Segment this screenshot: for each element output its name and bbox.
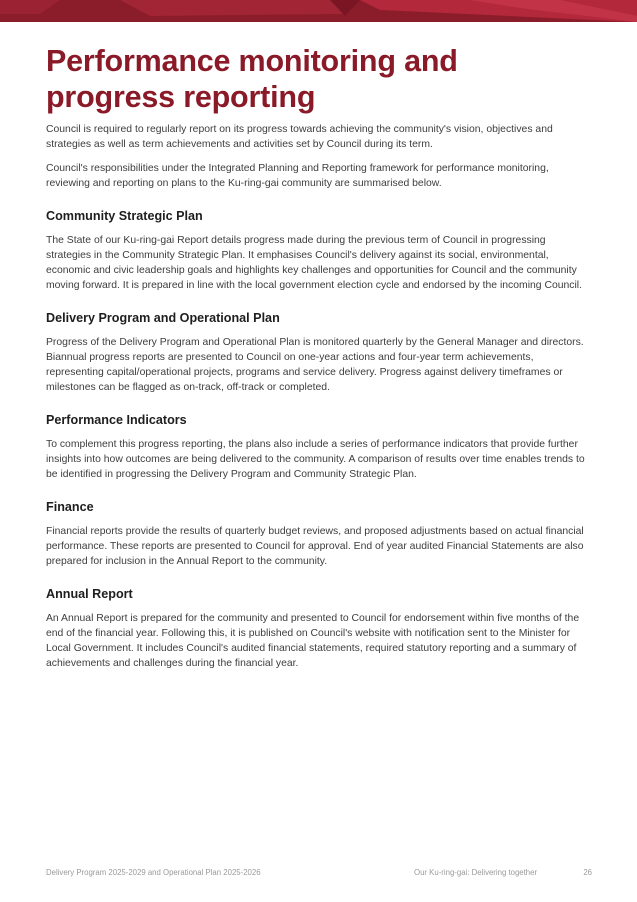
intro-paragraph: Council is required to regularly report on its progress towards achieving the community's vision, objectives and strategies as well as term achievements and activities set by Council during its term. [46, 124, 553, 150]
section-community-strategic-plan [46, 208, 592, 293]
section-body: Progress of the Delivery Program and Operational Plan is monitored quarterly by the General Manager and directors. Biannual progress reports are presented to Council on one-year actions and four-year term achievements, representing capital/operational projects, programs and service delivery. Progress against delivery timeframes or milestones can be flagged as on-track, off-track or completed. [46, 337, 584, 393]
intro-paragraph: Council's responsibilities under the Integrated Planning and Reporting framework for performance monitoring, reviewing and reporting on plans to the Ku-ring-gai community are summarised below. [46, 163, 549, 189]
section-heading: Performance Indicators [46, 413, 187, 427]
page-title: Performance monitoring and progress reporting [46, 44, 458, 114]
footer-tagline: Our Ku-ring-gai: Delivering together [414, 868, 538, 877]
section-heading: Community Strategic Plan [46, 209, 203, 223]
section-heading: Finance [46, 500, 94, 514]
page-footer [46, 867, 592, 879]
intro [46, 122, 592, 191]
section-body: Financial reports provide the results of quarterly budget reviews, and proposed adjustments based on actual financial performance. These reports are presented to Council for approval. End of year audited Financial Statements are also prepared for inclusion in the Annual Report to the community. [46, 526, 584, 567]
footer-document-title: Delivery Program 2025-2029 and Operational Plan 2025-2026 [46, 868, 261, 877]
page-number: 26 [583, 868, 592, 877]
top-banner [0, 0, 637, 22]
section-delivery-program [46, 310, 592, 395]
page-content [46, 43, 592, 671]
section-heading: Delivery Program and Operational Plan [46, 311, 280, 325]
section-heading: Annual Report [46, 587, 133, 601]
section-body: The State of our Ku-ring-gai Report details progress made during the previous term of Council in progressing strategies in the Community Strategic Plan. It emphasises Council's delivery against its social, environmental, economic and civic leadership goals and highlights key challenges and opportunities for Council and the community moving forward. It is prepared in line with the local government election cycle and endorsed by the incoming Council. [46, 235, 582, 291]
section-body: An Annual Report is prepared for the community and presented to Council for endorsement within five months of the end of the financial year. Following this, it is published on Council's website with notification sent to the Minister for Local Government. It includes Council's audited financial statements, required statutory reporting and a summary of achievements and challenges during the financial year. [46, 613, 580, 669]
section-performance-indicators [46, 412, 592, 482]
section-annual-report [46, 586, 592, 671]
section-finance [46, 499, 592, 569]
section-body: To complement this progress reporting, the plans also include a series of performance indicators that provide further insights into how outcomes are being delivered to the community. A comparison of results over time enables trends to be identified in progressing the Delivery Program and Community Strategic Plan. [46, 439, 585, 480]
